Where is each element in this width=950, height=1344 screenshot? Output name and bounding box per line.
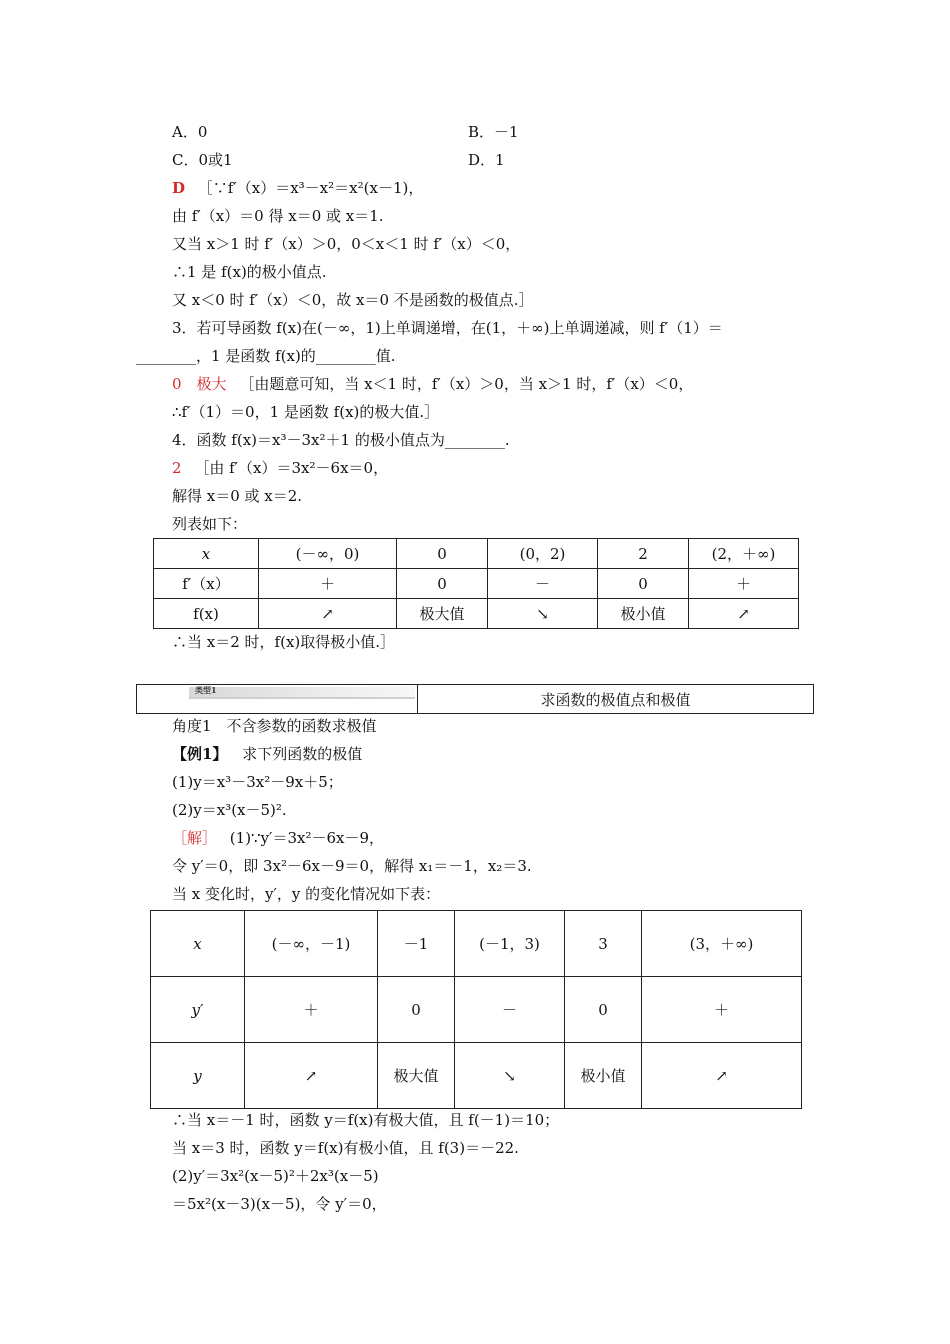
choice-b: B．－1 [468,123,519,141]
table-cell: ↗ [642,1043,802,1109]
choice-c: C．0或1 [172,151,233,169]
table-cell: ↗ [689,599,799,629]
q2-sol-2: 由 f′（x）＝0 得 x＝0 或 x＝1. [172,207,384,225]
solution-step-2: 令 y′＝0，即 3x²－6x－9＝0，解得 x₁＝－1，x₂＝3. [172,857,532,875]
example-table-row [151,911,802,977]
q4-table [153,538,799,629]
table-cell: y′ [151,977,245,1043]
table-cell: － [455,977,565,1043]
table-cell: (2，＋∞) [689,539,799,569]
table-cell: 极大值 [378,1043,455,1109]
table-cell: ↗ [245,1043,378,1109]
conclusion-2: 当 x＝3 时，函数 y＝f(x)有极小值，且 f(3)＝－22. [172,1139,519,1157]
q3-sol-2: ∴f′（1）＝0，1 是函数 f(x)的极大值.］ [172,403,440,421]
table-cell: 极小值 [565,1043,642,1109]
section-header [136,684,814,714]
example-table [150,910,802,1109]
q2-sol-4: ∴1 是 f(x)的极小值点. [172,263,327,281]
solution-line1 [172,828,384,848]
solution-step-1: (1)∵y′＝3x²－6x－9， [229,829,385,847]
q2-sol-5: 又 x＜0 时 f′（x）＜0，故 x＝0 不是函数的极值点.］ [172,291,534,309]
q3-answer: 0 极大 [172,375,227,393]
table-cell: ＋ [259,569,397,599]
example-part-1: (1)y＝x³－3x²－9x＋5； [172,773,343,791]
example-part-2: (2)y＝x³(x－5)². [172,801,287,819]
section-title: 求函数的极值点和极值 [540,691,691,709]
table-cell: ↘ [455,1043,565,1109]
table-cell: (3，＋∞) [642,911,802,977]
table-cell: x [154,539,259,569]
solution-step-3: 当 x 变化时，y′，y 的变化情况如下表： [172,885,441,903]
example-prompt: 求下列函数的极值 [242,745,363,763]
table-cell: － [488,569,598,599]
q3-sol-1: ［由题意可知，当 x＜1 时，f′（x）＞0，当 x＞1 时，f′（x）＜0， [239,375,694,393]
table-cell: x [151,911,245,977]
table-cell: f(x) [154,599,259,629]
table-cell: 0 [565,977,642,1043]
table-cell: 0 [378,977,455,1043]
solution-step-5: ＝5x²(x－3)(x－5)，令 y′＝0， [172,1195,387,1213]
q4-sol-2: 解得 x＝0 或 x＝2. [172,487,303,505]
example-heading [172,744,362,764]
q3-text-1: 3．若可导函数 f(x)在(－∞，1)上单调递增，在(1，＋∞)上单调递减，则 f′（1）＝ [172,319,723,337]
table-cell: 0 [397,569,488,599]
q2-answer: D [172,179,186,197]
q4-text: 4．函数 f(x)＝x³－3x²＋1 的极小值点为________. [172,431,510,449]
table-cell: ＋ [642,977,802,1043]
table-cell: ＋ [245,977,378,1043]
example-table-row [151,977,802,1043]
choice-a: A．0 [172,123,208,141]
q4-sol-1: ［由 f′（x）＝3x²－6x＝0， [194,459,389,477]
q2-sol-3: 又当 x＞1 时 f′（x）＞0，0＜x＜1 时 f′（x）＜0， [172,235,521,253]
example-label: 【例1】 [172,745,228,763]
table-cell: ↗ [259,599,397,629]
table-cell: －1 [378,911,455,977]
table-cell: f′（x） [154,569,259,599]
q4-solution-line1 [172,458,388,478]
table-cell: 0 [598,569,689,599]
q3-text-2: ________，1 是函数 f(x)的________值. [136,347,396,365]
section-tag: 类型1 [195,685,217,695]
table-cell: 极大值 [397,599,488,629]
choice-d: D．1 [468,151,505,169]
solution-label: ［解］ [172,829,218,847]
table-cell: 3 [565,911,642,977]
section-tag-banner [189,687,415,699]
table-cell: 2 [598,539,689,569]
table-cell: ↘ [488,599,598,629]
angle-heading: 角度1 不含参数的函数求极值 [172,717,377,735]
example-table-row [151,1043,802,1109]
table-cell: 极小值 [598,599,689,629]
q4-table-row [154,569,799,599]
table-cell: (0，2) [488,539,598,569]
table-cell: ＋ [689,569,799,599]
table-cell: (－∞，0) [259,539,397,569]
q4-answer: 2 [172,459,182,477]
q2-sol-1: ［∵f′（x）＝x³－x²＝x²(x－1)， [197,179,424,197]
q2-solution-line1 [172,178,423,198]
table-cell: (－∞，－1) [245,911,378,977]
solution-step-4: (2)y′＝3x²(x－5)²＋2x³(x－5) [172,1167,379,1185]
table-cell: y [151,1043,245,1109]
table-cell: 0 [397,539,488,569]
q4-table-row [154,599,799,629]
q3-solution-line1 [172,374,693,394]
q4-conclusion: ∴当 x＝2 时，f(x)取得极小值.］ [172,633,396,651]
table-cell: (－1，3) [455,911,565,977]
conclusion-1: ∴当 x＝－1 时，函数 y＝f(x)有极大值，且 f(－1)＝10； [172,1111,560,1129]
q4-table-row [154,539,799,569]
q4-sol-3: 列表如下： [172,515,248,533]
